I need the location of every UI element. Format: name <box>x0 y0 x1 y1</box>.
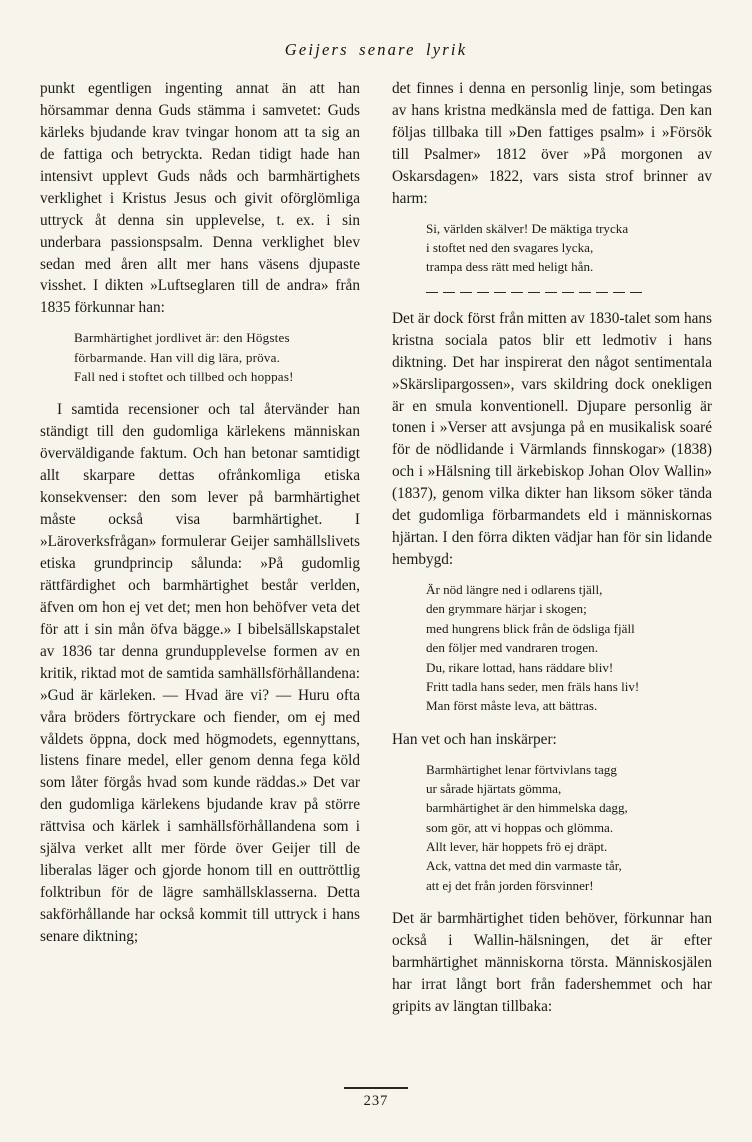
verse-line: Ack, vattna det med din varmaste tår, <box>426 858 622 874</box>
verse-line: den följer med vandraren trogen. <box>426 640 598 656</box>
spacer <box>392 716 712 729</box>
dashed-rule <box>426 287 642 298</box>
verse-block-luftseglaren <box>40 328 360 386</box>
verse-block-barmhartighet <box>392 760 712 896</box>
verse-line: Si, världen skälver! De mäktiga trycka <box>426 220 629 236</box>
verse-line: Är nöd längre ned i odlarens tjäll, <box>426 582 603 597</box>
verse-block-finnskogar <box>392 580 712 716</box>
paragraph: Han vet och han inskärper: <box>392 730 557 748</box>
verse-line: Man först måste leva, att bättras. <box>426 698 598 714</box>
running-head: Geijers senare lyrik <box>284 40 468 59</box>
verse-line: den grymmare härjar i skogen; <box>426 601 587 617</box>
verse-line: som gör, att vi hoppas och glömma. <box>426 819 614 835</box>
right-column <box>392 78 712 1018</box>
two-column-body <box>40 78 712 1018</box>
verse-block-oskarsdagen <box>392 219 712 277</box>
folio-rule <box>344 1087 408 1089</box>
verse-line: ur sårade hjärtats gömma, <box>426 780 562 796</box>
left-column <box>40 78 360 1018</box>
verse-line: Du, rikare lottad, hans räddare bliv! <box>426 659 614 675</box>
verse-line: Barmhärtighet lenar förtvivlans tagg <box>426 761 617 777</box>
paragraph: I samtida recensioner och tal återvänder han ständigt till den gudomliga kärlekens människan överväldigande faktum. Och han betonar samtidigt allt skarpare dettas ofrånkomliga etiska konsekvenser: den som lever på barmhärtighet måste också visa barmhärtighet. I »Läroverksfrågan» formulerar Geijer samhällslivets etiska grundprincip sålunda: »På gudomlig rättfärdighet och barmhärtighet består verlden, äfven om hon ej vet det; men hon behöfver veta det för att i sin mån öfva bägge.» I bibelsällskapstalet av 1836 tar denna grundupplevelse formen av en kritik, riktad mot de samtida samhällsförhållandena: »Gud är kärleken. — Hvad äre vi? — Huru ofta våra bröders förtryckare och fiender, om ej med våldets öppna, dock med högmodets, egennyttans, listens finare medel, eller genom denna fega köld som låter förgås hvad som kunde räddas.» Det var den gudomliga kärlekens bjudande krav på större rättvisa och kärlek i samhällsförhållandena som i själva verket allt mer förde över Geijer till de liberalas läger och gjorde honom till en outtröttlig folktribun för de lägre samhällsklasserna. Detta sakförhållande har också kommit till uttryck i hans senare diktning; <box>40 401 360 945</box>
paragraph: det finnes i denna en personlig linje, som betingas av hans kristna medkänsla med de fattiga. Den kan följas tillbaka till »Den fattiges psalm» i »Försök till Psalmer» 1812 över »På morgonen av Oskarsdagen» 1822, vars sista strof brinner av harm: <box>392 80 712 207</box>
verse-line: Allt lever, här hoppets frö ej dräpt. <box>426 839 608 855</box>
paragraph: punkt egentligen ingenting annat än att han hörsammar denna Guds stämma i samvetet: Guds kärleks bjudande krav tvingar honom att ta sig an de fattiga och betryckta. Redan tidigt hade han intensivt upplevt Guds nåds och barmhärtighets verklighet i Kristus Jesus och givit oförglömliga uttryck åt denna sin upplevelse, t. ex. i sin underbara passionspsalm. Denna verklighet blev sedan med åren allt mer hans väsens djupaste visshet. I dikten »Luftseglaren till de andra» från 1835 förkunnar han: <box>40 80 360 317</box>
verse-line: förbarmande. Han vill dig lära, pröva. <box>74 349 281 365</box>
verse-line: Barmhärtighet jordlivet är: den Högstes <box>74 330 290 346</box>
spacer <box>40 386 360 399</box>
verse-line: trampa dess rätt med heligt hån. <box>426 259 594 275</box>
verse-line: Fritt tadla hans seder, men fräls hans liv! <box>426 678 640 694</box>
verse-line: att ej det från jorden försvinner! <box>426 877 594 893</box>
verse-line: i stoftet ned den svagares lycka, <box>426 240 594 255</box>
folio-number: 237 <box>363 1093 389 1109</box>
verse-line: Fall ned i stoftet och tillbed och hoppas! <box>74 369 294 385</box>
page-number <box>0 1087 752 1110</box>
spacer <box>392 895 712 908</box>
verse-line: barmhärtighet är den himmelska dagg, <box>426 800 628 816</box>
verse-line: med hungrens blick från de ödsliga fjäll <box>426 620 635 636</box>
paragraph: Det är dock först från mitten av 1830-talet som hans kristna sociala patos blir ett ledmotiv i hans diktning. Det har inspirerat den något sentimentala »Skärslipargossen», vars skildring dock onekligen är en smula konventionell. Djupare personlig är tonen i »Verser att avsjunga på en musikalisk soaré för de nödlidande i Värmlands finnskogar» (1838) och i »Hälsning till ärkebiskop Johan Olov Wallin» (1837), genom vilka dikter han liksom söker tända det gudomliga förbarmandets eld i människornas hjärtan. I den förra dikten vädjar han för sin lidande hembygd: <box>392 309 712 569</box>
paragraph: Det är barmhärtighet tiden behöver, förkunnar han också i Wallin-hälsningen, det är efter barmhärtighet människorna törsta. Människosjälen har irrat långt bort från fadershemmet och har gripits av längtan tillbaka: <box>392 910 712 1015</box>
